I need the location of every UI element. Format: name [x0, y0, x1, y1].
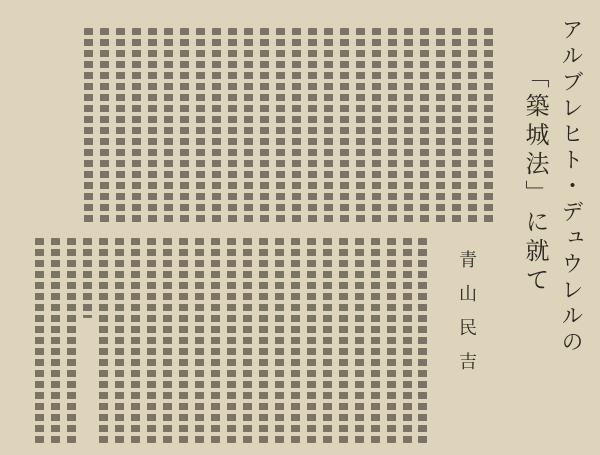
text-column	[418, 238, 427, 443]
text-column	[116, 28, 125, 223]
text-column	[227, 238, 236, 443]
text-column	[195, 238, 204, 443]
text-column	[35, 238, 44, 443]
text-column	[436, 28, 445, 223]
text-column	[179, 238, 188, 443]
text-column	[356, 28, 365, 223]
text-column	[404, 28, 413, 223]
text-column	[259, 238, 268, 443]
text-column	[148, 28, 157, 223]
text-column	[308, 28, 317, 223]
text-column	[372, 28, 381, 223]
text-column	[99, 238, 108, 443]
text-column	[420, 28, 429, 223]
text-column	[67, 238, 76, 443]
text-column	[324, 28, 333, 223]
text-column	[371, 238, 380, 443]
text-column	[276, 28, 285, 223]
text-column	[307, 238, 316, 443]
text-column	[260, 28, 269, 223]
text-column	[100, 28, 109, 223]
text-column	[387, 238, 396, 443]
text-column	[51, 238, 60, 443]
text-column	[291, 238, 300, 443]
text-column	[323, 238, 332, 443]
text-column	[211, 238, 220, 443]
text-column	[292, 28, 301, 223]
article-title: アルブレヒト・デュウレルの	[558, 18, 583, 356]
text-column	[243, 238, 252, 443]
text-column	[196, 28, 205, 223]
text-column	[403, 238, 412, 443]
text-column	[212, 28, 221, 223]
text-column	[132, 28, 141, 223]
text-column	[468, 28, 477, 223]
text-column	[228, 28, 237, 223]
text-column	[244, 28, 253, 223]
text-column	[275, 238, 284, 443]
text-column	[115, 238, 124, 443]
text-column	[84, 28, 93, 223]
text-column	[340, 28, 349, 223]
article-author: 青山民吉	[456, 250, 477, 386]
text-column	[163, 238, 172, 443]
text-column	[180, 28, 189, 223]
text-column	[83, 238, 92, 318]
text-column	[484, 28, 493, 223]
text-column	[452, 28, 461, 223]
text-column	[147, 238, 156, 443]
text-column	[131, 238, 140, 443]
text-column	[388, 28, 397, 223]
text-column	[164, 28, 173, 223]
article-title-continued: 「築城法」に就て	[521, 64, 549, 296]
text-column	[355, 238, 364, 443]
text-column	[339, 238, 348, 443]
